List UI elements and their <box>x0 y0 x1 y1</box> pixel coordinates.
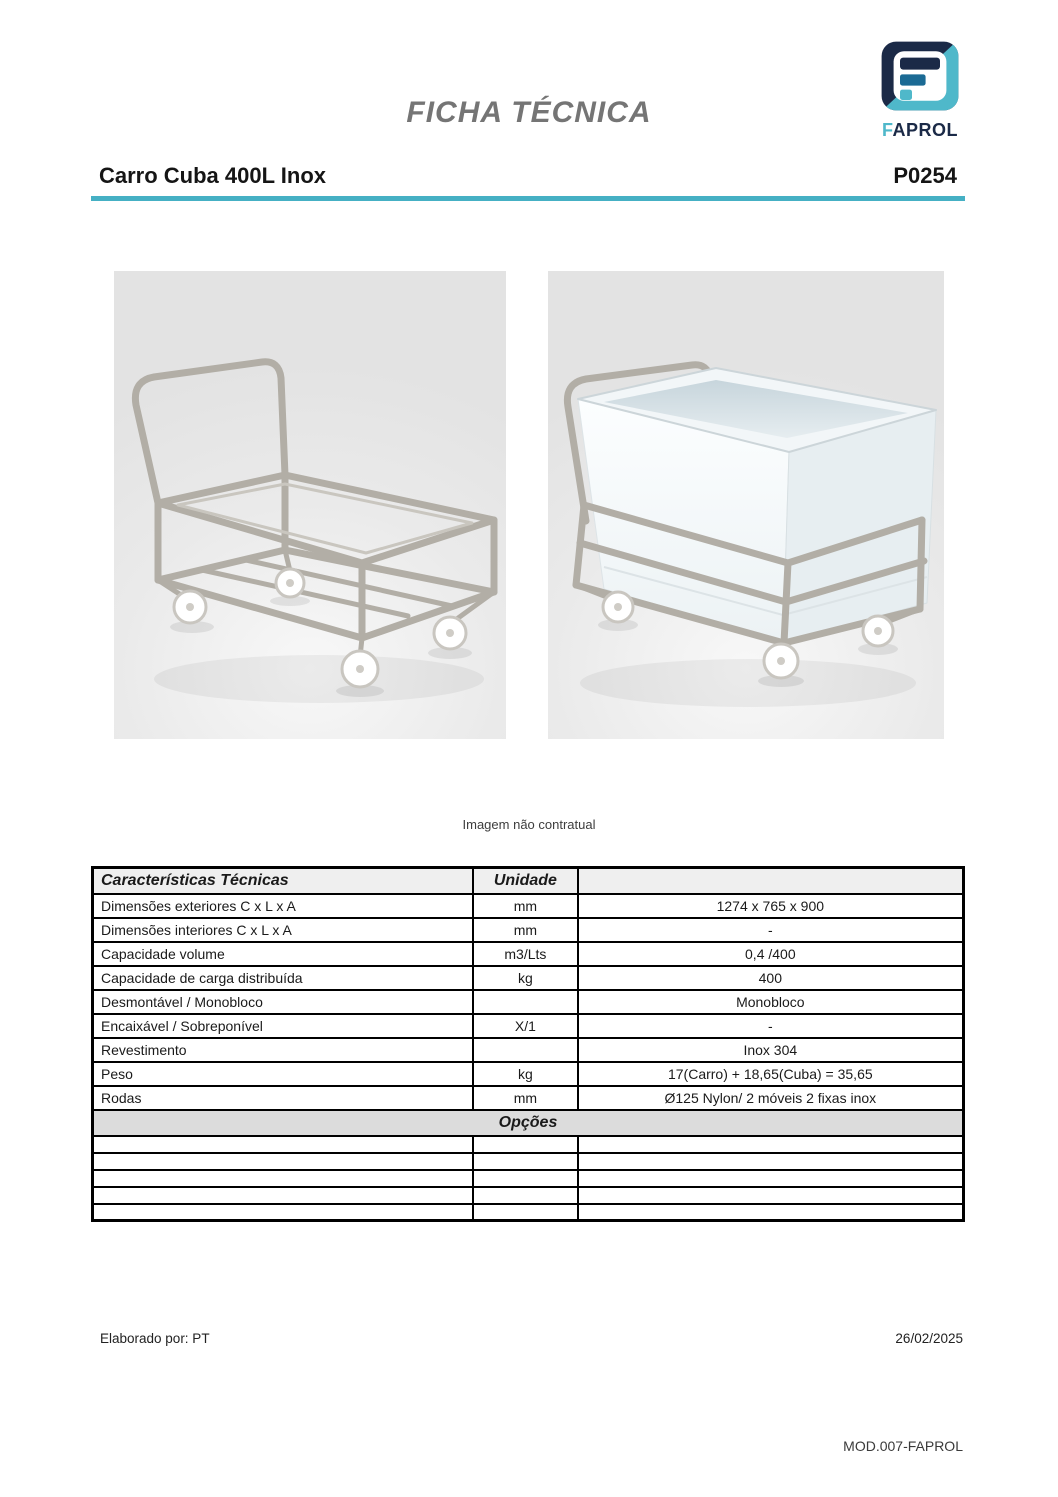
spec-row <box>93 918 964 942</box>
col-header-value <box>578 868 964 894</box>
footer-mod-ref: MOD.007-FAPROL <box>843 1438 963 1454</box>
empty-cell <box>473 1187 578 1204</box>
spec-row <box>93 894 964 918</box>
empty-cell <box>473 1153 578 1170</box>
product-image-cart-frame <box>114 271 506 739</box>
col-header-characteristics: Características Técnicas <box>93 868 474 894</box>
spec-unit: kg <box>473 1062 578 1086</box>
table-header-row <box>93 868 964 894</box>
spec-label: Peso <box>93 1062 474 1086</box>
options-section-row <box>93 1110 964 1136</box>
col-header-unit: Unidade <box>473 868 578 894</box>
spec-unit: kg <box>473 966 578 990</box>
spec-unit <box>473 990 578 1014</box>
spec-unit: mm <box>473 918 578 942</box>
spec-value: Monobloco <box>578 990 964 1014</box>
spec-value: - <box>578 918 964 942</box>
empty-option-row <box>93 1153 964 1170</box>
empty-cell <box>93 1136 474 1153</box>
spec-row <box>93 1014 964 1038</box>
spec-value: 1274 x 765 x 900 <box>578 894 964 918</box>
spec-unit: mm <box>473 894 578 918</box>
brand-name-first-letter: F <box>881 120 893 140</box>
image-caption: Imagem não contratual <box>462 817 596 832</box>
footer-date: 26/02/2025 <box>895 1331 963 1346</box>
empty-cell <box>93 1153 474 1170</box>
spec-row <box>93 1038 964 1062</box>
brand-name-rest: APROL <box>892 120 958 140</box>
options-section-header: Opções <box>93 1110 964 1136</box>
spec-unit <box>473 1038 578 1062</box>
spec-row <box>93 1062 964 1086</box>
page-title: FICHA TÉCNICA <box>406 96 652 129</box>
product-header <box>91 163 965 201</box>
product-images <box>114 271 944 739</box>
empty-cell <box>93 1187 474 1204</box>
spec-row <box>93 966 964 990</box>
spec-label: Encaixável / Sobreponível <box>93 1014 474 1038</box>
empty-option-row <box>93 1170 964 1187</box>
spec-row <box>93 990 964 1014</box>
empty-option-row <box>93 1136 964 1153</box>
empty-cell <box>93 1204 474 1221</box>
spec-value: Inox 304 <box>578 1038 964 1062</box>
spec-value: 400 <box>578 966 964 990</box>
spec-row <box>93 1086 964 1110</box>
spec-value: 17(Carro) + 18,65(Cuba) = 35,65 <box>578 1062 964 1086</box>
spec-label: Capacidade de carga distribuída <box>93 966 474 990</box>
empty-cell <box>578 1153 964 1170</box>
spec-unit: mm <box>473 1086 578 1110</box>
empty-cell <box>578 1204 964 1221</box>
spec-label: Desmontável / Monobloco <box>93 990 474 1014</box>
empty-cell <box>93 1170 474 1187</box>
product-name: Carro Cuba 400L Inox <box>99 163 326 188</box>
page-footer <box>100 1331 963 1346</box>
product-code: P0254 <box>893 163 957 188</box>
spec-value: Ø125 Nylon/ 2 móveis 2 fixas inox <box>578 1086 964 1110</box>
spec-label: Revestimento <box>93 1038 474 1062</box>
cart-frame-illustration <box>114 271 506 739</box>
empty-cell <box>473 1204 578 1221</box>
footer-elaborated-by: Elaborado por: PT <box>100 1331 210 1346</box>
spec-label: Rodas <box>93 1086 474 1110</box>
empty-cell <box>473 1170 578 1187</box>
cart-with-tub-illustration <box>548 271 944 739</box>
spec-label: Capacidade volume <box>93 942 474 966</box>
empty-cell <box>578 1170 964 1187</box>
empty-cell <box>578 1136 964 1153</box>
spec-label: Dimensões exteriores C x L x A <box>93 894 474 918</box>
empty-option-row <box>93 1187 964 1204</box>
empty-option-row <box>93 1204 964 1221</box>
spec-row <box>93 942 964 966</box>
empty-cell <box>578 1187 964 1204</box>
spec-value: - <box>578 1014 964 1038</box>
spec-table <box>91 866 965 1222</box>
spec-label: Dimensões interiores C x L x A <box>93 918 474 942</box>
product-image-cart-with-tub <box>548 271 944 739</box>
spec-unit: m3/Lts <box>473 942 578 966</box>
spec-value: 0,4 /400 <box>578 942 964 966</box>
spec-unit: X/1 <box>473 1014 578 1038</box>
empty-cell <box>473 1136 578 1153</box>
